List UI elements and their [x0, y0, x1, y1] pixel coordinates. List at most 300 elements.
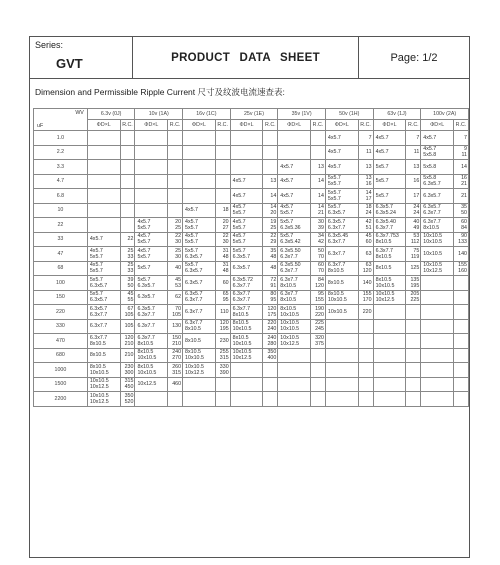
dimension-cell — [325, 203, 358, 218]
ripple-current-cell — [453, 276, 468, 291]
dimension-cell — [325, 261, 358, 276]
dimension-cell — [325, 160, 358, 175]
ripple-current-cell — [358, 319, 373, 334]
dimension-cell — [373, 290, 406, 305]
dimension-value: 5x5.7 — [327, 189, 341, 196]
dimension-cell — [373, 392, 406, 407]
ripple-current-cell — [358, 160, 373, 175]
dimension-cell — [87, 348, 120, 363]
ripple-value: 119 — [410, 253, 420, 260]
ripple-current-cell — [406, 392, 421, 407]
dimension-value: 5x5.7 — [375, 163, 389, 170]
dimension-cell — [230, 305, 263, 320]
ripple-value: 22 — [270, 233, 277, 240]
dimension-value: 6.3x7.7 — [185, 308, 203, 315]
ripple-current-cell — [168, 232, 183, 247]
dimension-value: 6.3x7.7 — [232, 282, 251, 289]
ripple-value: 210 — [124, 340, 134, 347]
ripple-current-cell — [358, 276, 373, 291]
dimension-cell — [421, 348, 454, 363]
ripple-value: 220 — [362, 308, 372, 315]
dimension-value: 8x10.5 — [137, 349, 154, 356]
dimension-cell — [230, 131, 263, 146]
capacitance-cell: 4.7 — [34, 174, 88, 189]
ripple-current-cell — [406, 334, 421, 349]
dimension-cell — [183, 189, 216, 204]
dimension-cell — [373, 305, 406, 320]
ripple-value: 60 — [222, 279, 229, 286]
dimension-cell — [230, 348, 263, 363]
dimension-value: 5x5.7 — [327, 181, 341, 188]
corner-cell — [34, 109, 88, 131]
ripple-current-cell — [120, 377, 135, 392]
ripple-value: 70 — [318, 253, 324, 260]
dimension-cell — [87, 145, 120, 160]
ripple-current-cell — [358, 377, 373, 392]
ripple-current-subheader: R.C. — [453, 120, 468, 131]
dimension-value: 6.3x5.45 — [327, 233, 349, 240]
ripple-value: 140 — [458, 250, 467, 257]
ripple-current-cell — [453, 261, 468, 276]
dimension-value: 6.3x7.7 — [280, 268, 298, 275]
dimension-value: 6.3x7.7 — [423, 210, 441, 217]
table-row — [34, 305, 469, 320]
ripple-value: 25 — [127, 262, 134, 269]
ripple-value: 520 — [124, 398, 134, 405]
dimension-value: 10x10.5 — [232, 326, 252, 333]
ripple-current-cell — [263, 363, 278, 378]
ripple-current-cell — [168, 319, 183, 334]
dimension-value: 8x10.5 — [375, 253, 392, 260]
dimension-value: 10x10.5 — [137, 355, 157, 362]
ripple-value: 260 — [172, 363, 182, 370]
ripple-value: 45 — [127, 291, 134, 298]
ripple-value: 65 — [222, 291, 229, 298]
dimension-cell — [278, 232, 311, 247]
ripple-current-cell — [120, 392, 135, 407]
ripple-value: 42 — [318, 239, 324, 246]
table-row — [34, 247, 469, 262]
ripple-value: 90 — [461, 233, 467, 240]
table-row — [34, 174, 469, 189]
ripple-current-cell — [453, 232, 468, 247]
dimension-value: 10x10.5 — [327, 308, 347, 315]
ripple-value: 240 — [267, 334, 277, 341]
ripple-value: 14 — [461, 163, 467, 170]
ripple-current-cell — [168, 377, 183, 392]
ripple-value: 45 — [175, 276, 182, 283]
series-value: GVT — [56, 56, 83, 71]
ripple-current-cell — [120, 174, 135, 189]
dimension-value: 6.3x7.7 — [327, 239, 346, 246]
ripple-value: 39 — [127, 276, 134, 283]
dimension-value: 5x5.7 — [137, 224, 151, 231]
dimension-subheader: ΦD×L — [230, 120, 263, 131]
voltage-header-row — [34, 109, 469, 120]
dimension-cell — [230, 247, 263, 262]
ripple-value: 120 — [267, 305, 277, 312]
dimension-subheader: ΦD×L — [87, 120, 120, 131]
ripple-current-subheader: R.C. — [406, 120, 421, 131]
dimension-value: 4x5.7 — [280, 204, 294, 211]
dimension-cell — [421, 363, 454, 378]
ripple-value: 195 — [410, 282, 420, 289]
dimension-value: 6.3x7.7 — [137, 323, 155, 330]
ripple-current-cell — [358, 392, 373, 407]
ripple-value: 62 — [175, 294, 182, 301]
ripple-value: 24 — [413, 210, 420, 217]
ripple-value: 75 — [413, 247, 420, 254]
dimension-cell — [87, 160, 120, 175]
ripple-value: 195 — [219, 326, 229, 333]
dimension-cell — [278, 377, 311, 392]
dimension-cell — [87, 174, 120, 189]
dimension-value: 6.3x5.7 — [185, 291, 203, 298]
ripple-value: 7 — [416, 134, 420, 141]
ripple-current-cell — [263, 334, 278, 349]
ripple-current-cell — [263, 218, 278, 233]
ripple-current-cell — [168, 305, 183, 320]
ripple-value: 24 — [413, 204, 420, 211]
ripple-value: 105 — [124, 311, 134, 318]
dimension-cell — [325, 247, 358, 262]
ripple-value: 13 — [270, 178, 277, 185]
capacitance-cell: 1.0 — [34, 131, 88, 146]
dimension-cell — [183, 160, 216, 175]
dimension-cell — [183, 334, 216, 349]
ripple-current-cell — [311, 261, 326, 276]
dimension-value: 4x5.7 — [232, 218, 246, 225]
dimension-value: 4x5.7 — [232, 204, 246, 211]
ripple-current-cell — [358, 348, 373, 363]
ripple-current-cell — [120, 334, 135, 349]
dimension-value: 6.3x5.7 — [89, 305, 108, 312]
ripple-current-cell — [168, 145, 183, 160]
ripple-value: 34 — [318, 233, 324, 240]
ripple-value: 60 — [318, 262, 324, 269]
dimension-cell — [373, 232, 406, 247]
dimension-cell — [421, 174, 454, 189]
ripple-value: 25 — [127, 247, 134, 254]
dimension-value: 4x5.7 — [232, 178, 246, 185]
capacitance-cell: 2200 — [34, 392, 88, 407]
capacitance-cell: 33 — [34, 232, 88, 247]
dimension-cell — [183, 261, 216, 276]
dimension-value: 6.3x7.7 — [185, 320, 203, 327]
dimension-value: 6.3x5.7 — [327, 210, 346, 217]
dimension-cell — [373, 261, 406, 276]
capacitance-cell: 6.8 — [34, 189, 88, 204]
dimension-cell — [278, 247, 311, 262]
ripple-current-cell — [453, 305, 468, 320]
dimension-cell — [325, 319, 358, 334]
ripple-value: 48 — [270, 265, 277, 272]
dimension-cell — [325, 145, 358, 160]
dimension-cell — [87, 392, 120, 407]
dimension-value: 10x10.5 — [232, 349, 252, 356]
ripple-value: 315 — [124, 378, 134, 385]
ripple-value: 13 — [413, 163, 420, 170]
ripple-value: 50 — [127, 282, 134, 289]
ripple-value: 270 — [172, 355, 182, 362]
dimension-cell — [183, 305, 216, 320]
ripple-current-cell — [215, 261, 230, 276]
ripple-current-subheader: R.C. — [358, 120, 373, 131]
dimension-cell — [230, 203, 263, 218]
voltage-header: 6.3v (0J) — [87, 109, 135, 120]
ripple-current-cell — [406, 247, 421, 262]
ripple-current-cell — [358, 131, 373, 146]
dimension-value: 8x10.5 — [327, 291, 344, 298]
dimension-value: 6.3x5.7 — [137, 282, 155, 289]
ripple-current-cell — [263, 247, 278, 262]
ripple-current-cell — [215, 203, 230, 218]
dimension-cell — [421, 261, 454, 276]
dimension-value: 8x10.5 — [280, 305, 297, 312]
dimension-value: 6.3x7.7 — [280, 276, 298, 283]
ripple-value: 95 — [222, 297, 229, 304]
section-title: Dimension and Permissible Ripple Current 尺寸及纹波电流速查表: — [35, 87, 285, 97]
ripple-current-cell — [406, 276, 421, 291]
ripple-value: 40 — [175, 265, 182, 272]
dimension-cell — [325, 334, 358, 349]
dimension-value: 10x10.5 — [89, 369, 109, 376]
ripple-value: 30 — [318, 218, 324, 225]
ripple-current-cell — [453, 203, 468, 218]
dimension-value: 4x5.7 — [185, 207, 199, 214]
dimension-cell — [373, 276, 406, 291]
dimension-value: 6.3x7.753 — [375, 233, 399, 240]
dimension-cell — [373, 174, 406, 189]
ripple-value: 205 — [410, 291, 420, 298]
ripple-current-subheader: R.C. — [263, 120, 278, 131]
ripple-value: 70 — [175, 305, 182, 312]
dimension-value: 10x10.5 — [89, 392, 109, 399]
ripple-current-cell — [311, 218, 326, 233]
dimension-value: 4x5.7 — [185, 233, 199, 240]
dimension-cell — [183, 203, 216, 218]
ripple-current-cell — [168, 363, 183, 378]
ripple-current-cell — [311, 377, 326, 392]
ripple-value: 11 — [366, 149, 372, 156]
dimension-value: 5x5.7 — [137, 239, 151, 246]
dimension-value: 8x10.5 — [137, 340, 154, 347]
dimension-value: 6.3x7.7 — [423, 218, 441, 225]
ripple-value: 22 — [175, 233, 182, 240]
ripple-current-cell — [311, 131, 326, 146]
capacitance-cell: 100 — [34, 276, 88, 291]
ripple-current-cell — [168, 131, 183, 146]
dimension-value: 4x5.7 — [375, 134, 389, 141]
ripple-value: 230 — [124, 363, 134, 370]
ripple-value: 18 — [365, 204, 372, 211]
ripple-value: 16 — [461, 175, 467, 182]
dimension-cell — [421, 305, 454, 320]
dimension-cell — [373, 145, 406, 160]
dimension-cell — [135, 392, 168, 407]
dimension-cell — [278, 203, 311, 218]
dimension-value: 6.3x5.7 — [423, 192, 441, 199]
ripple-value: 170 — [362, 297, 372, 304]
table-row — [34, 261, 469, 276]
ripple-current-cell — [406, 363, 421, 378]
dimension-value: 6.3x7.7 — [89, 323, 108, 330]
dimension-value: 6.3x7.7 — [89, 311, 108, 318]
ripple-current-cell — [215, 131, 230, 146]
dimension-cell — [278, 160, 311, 175]
ripple-current-cell — [263, 276, 278, 291]
ripple-value: 350 — [124, 392, 134, 399]
data-sheet — [29, 36, 470, 558]
ripple-current-cell — [311, 232, 326, 247]
dimension-cell — [325, 377, 358, 392]
ripple-current-cell — [168, 290, 183, 305]
dimension-value: 5x5.7 — [185, 239, 199, 246]
ripple-value: 140 — [362, 279, 372, 286]
dimension-cell — [278, 392, 311, 407]
ripple-value: 220 — [267, 320, 277, 327]
ripple-current-cell — [406, 174, 421, 189]
ripple-current-cell — [453, 363, 468, 378]
ripple-current-cell — [120, 160, 135, 175]
ripple-current-cell — [453, 377, 468, 392]
dimension-cell — [135, 218, 168, 233]
dimension-value: 6.3x7.7 — [137, 334, 155, 341]
dimension-value: 5x5.7 — [89, 268, 103, 275]
dimension-cell — [230, 218, 263, 233]
table-row — [34, 145, 469, 160]
dimension-cell — [183, 319, 216, 334]
ripple-value: 330 — [219, 363, 229, 370]
table-row — [34, 334, 469, 349]
dimension-cell — [230, 334, 263, 349]
dimension-value: 10x10.5 — [423, 250, 443, 257]
ripple-current-cell — [168, 189, 183, 204]
ripple-current-cell — [120, 218, 135, 233]
ripple-value: 55 — [127, 297, 134, 304]
dimension-cell — [135, 363, 168, 378]
dimension-cell — [325, 392, 358, 407]
ripple-current-cell — [215, 276, 230, 291]
dimension-cell — [183, 363, 216, 378]
dimension-value: 8x10.5 — [327, 268, 344, 275]
ripple-value: 120 — [219, 320, 229, 327]
dimension-value: 4x5.7 — [327, 163, 341, 170]
dimension-cell — [373, 160, 406, 175]
dimension-value: 6.3x5.7 — [423, 204, 441, 211]
series-label: Series: — [35, 40, 64, 50]
ripple-current-cell — [311, 247, 326, 262]
ripple-value: 63 — [365, 250, 372, 257]
ripple-value: 22 — [222, 233, 229, 240]
ripple-current-cell — [120, 276, 135, 291]
ripple-current-cell — [168, 261, 183, 276]
dimension-cell — [87, 334, 120, 349]
table-row — [34, 290, 469, 305]
dimension-cell — [135, 145, 168, 160]
ripple-current-cell — [263, 131, 278, 146]
dimension-cell — [183, 145, 216, 160]
dimension-value: 6.3x7.7 — [375, 247, 393, 254]
dimension-cell — [373, 218, 406, 233]
table-row — [34, 392, 469, 407]
dimension-cell — [421, 189, 454, 204]
dimension-cell — [421, 131, 454, 146]
ripple-value: 39 — [318, 224, 324, 231]
dimension-cell — [373, 189, 406, 204]
ripple-current-cell — [215, 189, 230, 204]
ripple-value: 110 — [220, 308, 229, 315]
ripple-current-cell — [311, 305, 326, 320]
ripple-current-cell — [263, 261, 278, 276]
ripple-current-cell — [358, 218, 373, 233]
dimension-value: 6.3x7.7 — [232, 291, 251, 298]
ripple-current-cell — [215, 290, 230, 305]
ripple-current-cell — [358, 232, 373, 247]
ripple-value: 120 — [362, 268, 372, 275]
ripple-value: 14 — [318, 178, 324, 185]
ripple-value: 25 — [175, 224, 182, 231]
dimension-value: 10x12.5 — [280, 340, 300, 347]
dimension-value: 8x10.5 — [89, 363, 106, 370]
dimension-cell — [325, 363, 358, 378]
ripple-current-table — [33, 108, 469, 407]
ripple-value: 29 — [270, 239, 277, 246]
dimension-cell — [325, 218, 358, 233]
ripple-current-cell — [453, 174, 468, 189]
ripple-value: 35 — [461, 204, 467, 211]
dimension-cell — [421, 319, 454, 334]
dimension-value: 6.3x5.7 — [375, 204, 393, 211]
ripple-value: 13 — [365, 175, 372, 182]
dimension-cell — [87, 203, 120, 218]
dimension-cell — [87, 363, 120, 378]
dimension-value: 5x5.7 — [280, 233, 294, 240]
dimension-value: 6.3x7.7 — [232, 305, 251, 312]
dimension-cell — [278, 218, 311, 233]
ripple-current-cell — [453, 290, 468, 305]
dimension-cell — [135, 319, 168, 334]
voltage-header: 63v (1J) — [373, 109, 421, 120]
table-row — [34, 218, 469, 233]
dimension-value: 6.3x5.50 — [280, 262, 301, 269]
ripple-value: 105 — [124, 323, 134, 330]
dimension-cell — [325, 348, 358, 363]
dimension-value: 4x5.7 — [89, 262, 103, 269]
ripple-current-cell — [263, 232, 278, 247]
ripple-current-cell — [406, 232, 421, 247]
ripple-current-cell — [263, 348, 278, 363]
ripple-value: 160 — [458, 268, 467, 275]
ripple-value: 70 — [318, 268, 324, 275]
ripple-value: 25 — [270, 224, 277, 231]
dimension-cell — [230, 145, 263, 160]
voltage-header: 25v (1E) — [230, 109, 278, 120]
ripple-current-cell — [263, 174, 278, 189]
dimension-value: 5x5.7 — [327, 175, 341, 182]
ripple-value: 21 — [461, 181, 467, 188]
ripple-current-cell — [311, 334, 326, 349]
ripple-current-cell — [215, 232, 230, 247]
dimension-cell — [278, 276, 311, 291]
dimension-value: 4x5.7 — [185, 218, 199, 225]
dimension-value: 10x10.5 — [280, 320, 300, 327]
ripple-current-cell — [453, 334, 468, 349]
dimension-value: 5x5.7 — [375, 192, 389, 199]
dimension-value: 10x10.5 — [185, 355, 204, 362]
dimension-cell — [135, 334, 168, 349]
ripple-value: 24 — [365, 210, 372, 217]
